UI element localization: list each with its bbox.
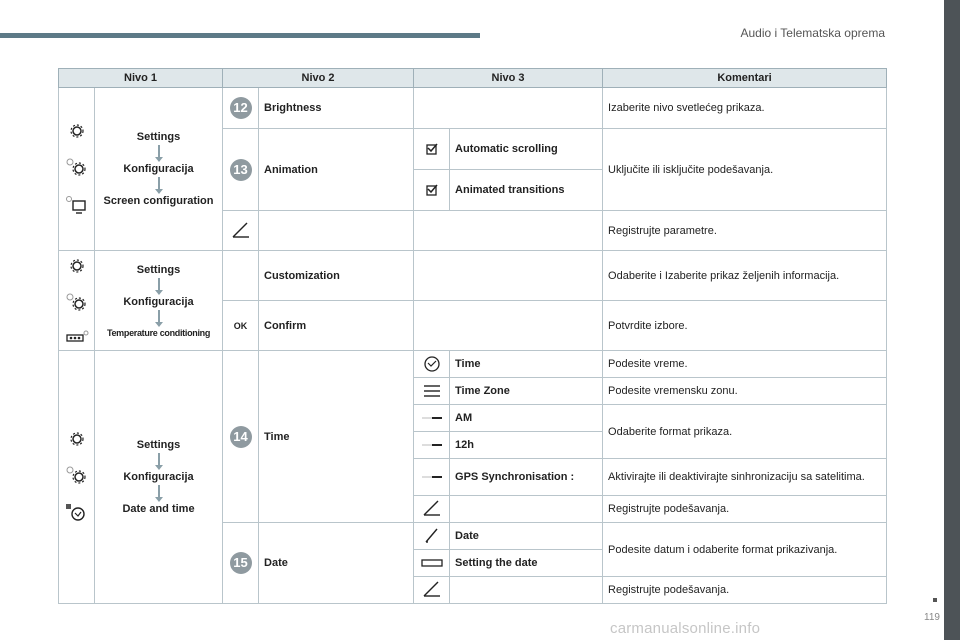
confirm-label: Confirm: [259, 301, 414, 351]
group1-icons: [59, 88, 95, 251]
clock-icon: [65, 503, 89, 523]
step-badge: 13: [230, 159, 252, 181]
gear-stack-icon: [65, 465, 89, 485]
checkbox-icon: [424, 142, 440, 156]
time-zone-comment: Podesite vremensku zonu.: [603, 378, 887, 405]
page-number: 119: [924, 612, 940, 623]
arrow-down-icon: [158, 485, 160, 497]
animation-label: Animation: [259, 129, 414, 211]
gps-option: GPS Synchronisation :: [450, 459, 603, 496]
arrow-down-icon: [158, 453, 160, 465]
menu-date-and-time: Date and time: [122, 503, 195, 515]
menu-screen-configuration: Screen configuration: [103, 195, 214, 207]
arrow-down-icon: [158, 278, 160, 290]
gear-icon: [69, 431, 85, 447]
automatic-scrolling-option: Automatic scrolling: [450, 129, 603, 170]
menu-settings: Settings: [136, 439, 181, 451]
group1-menu: [95, 88, 223, 251]
brightness-badge-cell: [223, 88, 259, 129]
empty-cell: [414, 88, 603, 129]
save-comment: Registrujte parametre.: [603, 211, 887, 251]
save-arrow-icon: [229, 221, 253, 241]
time-zone-option: Time Zone: [450, 378, 603, 405]
time-option: Time: [450, 351, 603, 378]
gear-icon: [69, 258, 85, 274]
brightness-label: Brightness: [259, 88, 414, 129]
save-arrow-icon: [420, 580, 444, 600]
confirm-comment: Potvrdite izbore.: [603, 301, 887, 351]
menu-settings: Settings: [136, 131, 181, 143]
table-row: [59, 251, 887, 301]
top-accent-bar: [0, 33, 480, 38]
gear-stack-icon: [65, 157, 89, 177]
menu-settings: Settings: [136, 263, 181, 276]
arrow-down-icon: [158, 177, 160, 189]
right-edge-band: [944, 0, 960, 640]
section-title: Audio i Telematska oprema: [740, 26, 885, 40]
gear-stack-icon: [65, 292, 89, 312]
date-label: Date: [259, 523, 414, 604]
animation-comment: Uključite ili isključite podešavanja.: [603, 129, 887, 211]
toggle-icon: [420, 413, 444, 423]
toggle-icon: [420, 440, 444, 450]
customization-label: Customization: [259, 251, 414, 301]
group2-menu: [95, 251, 223, 351]
12h-option: 12h: [450, 432, 603, 459]
arrow-down-icon: [158, 145, 160, 157]
input-field-icon: [420, 557, 444, 569]
pencil-icon: [422, 526, 442, 546]
gear-icon: [69, 123, 85, 139]
step-badge: 14: [230, 426, 252, 448]
screen-icon: [65, 195, 89, 215]
table-row: [59, 88, 887, 129]
col-header-nivo3: Nivo 3: [414, 69, 603, 88]
gps-comment: Aktivirajte ili deaktivirajte sinhronizaciju sa satelitima.: [603, 459, 887, 496]
toggle-icon: [420, 472, 444, 482]
date-comment: Podesite datum i odaberite format prikazivanja.: [603, 523, 887, 577]
settings-table: [58, 68, 887, 604]
menu-konfiguracija: Konfiguracija: [123, 163, 194, 175]
col-header-nivo1: Nivo 1: [59, 69, 223, 88]
col-header-nivo2: Nivo 2: [223, 69, 414, 88]
menu-temperature-conditioning: Temperature conditioning: [106, 327, 211, 338]
watermark: carmanualsonline.info: [610, 620, 761, 637]
step-badge: 15: [230, 552, 252, 574]
time-label: Time: [259, 351, 414, 523]
date-option: Date: [450, 523, 603, 550]
brightness-comment: Izaberite nivo svetlećeg prikaza.: [603, 88, 887, 129]
table-header-row: [59, 69, 887, 88]
time-comment: Podesite vreme.: [603, 351, 887, 378]
animated-transitions-option: Animated transitions: [450, 170, 603, 211]
group3-icons: [59, 351, 95, 604]
arrow-down-icon: [158, 310, 160, 322]
list-icon: [421, 382, 443, 400]
end-marker: [933, 598, 937, 602]
save-arrow-icon: [420, 499, 444, 519]
menu-konfiguracija: Konfiguracija: [123, 471, 194, 483]
am-option: AM: [450, 405, 603, 432]
checkbox-icon: [424, 183, 440, 197]
temperature-icon: [64, 330, 90, 344]
format-comment: Odaberite format prikaza.: [603, 405, 887, 459]
time-save-comment: Registrujte podešavanja.: [603, 496, 887, 523]
customization-comment: Odaberite i Izaberite prikaz željenih informacija.: [603, 251, 887, 301]
table-row: [59, 351, 887, 378]
ok-icon: OK: [223, 301, 259, 351]
group3-menu: [95, 351, 223, 604]
group2-icons: [59, 251, 95, 351]
menu-konfiguracija: Konfiguracija: [123, 295, 194, 308]
date-save-comment: Registrujte podešavanja.: [603, 577, 887, 604]
setting-the-date-option: Setting the date: [450, 550, 603, 577]
col-header-komentari: Komentari: [603, 69, 887, 88]
clock-icon: [422, 355, 442, 373]
step-badge: 12: [230, 97, 252, 119]
